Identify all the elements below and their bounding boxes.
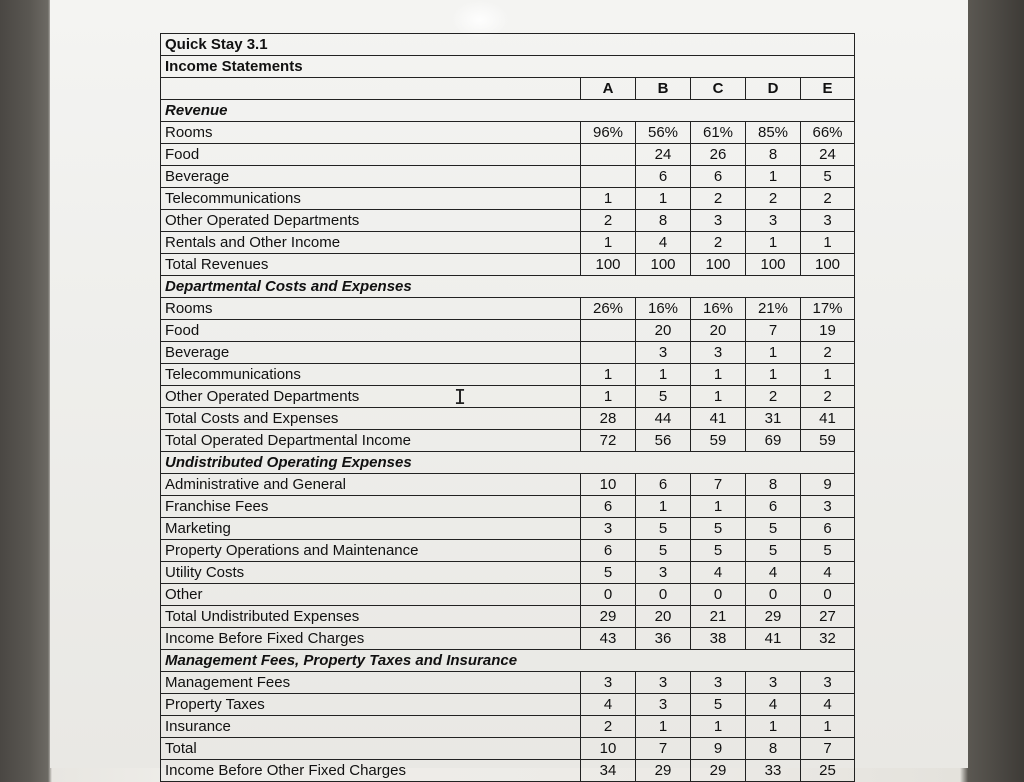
column-header-e: E <box>801 78 855 100</box>
cell-d: 8 <box>746 474 801 496</box>
row-label: Other <box>161 584 581 606</box>
cell-a: 43 <box>581 628 636 650</box>
column-header-a: A <box>581 78 636 100</box>
cell-d: 4 <box>746 694 801 716</box>
text-cursor-icon: I <box>454 385 467 409</box>
table-title: Quick Stay 3.1 <box>161 34 855 56</box>
cell-e: 3 <box>801 210 855 232</box>
cell-e: 17% <box>801 298 855 320</box>
section-heading-row <box>161 276 855 298</box>
cell-b: 6 <box>636 166 691 188</box>
cell-d: 1 <box>746 232 801 254</box>
cell-b: 16% <box>636 298 691 320</box>
cell-c: 100 <box>691 254 746 276</box>
cell-a <box>581 144 636 166</box>
cell-d: 41 <box>746 628 801 650</box>
cell-c: 7 <box>691 474 746 496</box>
row-label: Property Operations and Maintenance <box>161 540 581 562</box>
cell-c: 9 <box>691 738 746 760</box>
cell-c: 20 <box>691 320 746 342</box>
cell-a: 2 <box>581 210 636 232</box>
cell-a <box>581 166 636 188</box>
cell-a: 96% <box>581 122 636 144</box>
column-header-b: B <box>636 78 691 100</box>
table-subtitle: Income Statements <box>161 56 855 78</box>
cell-b: 0 <box>636 584 691 606</box>
cell-d: 21% <box>746 298 801 320</box>
row-label: Insurance <box>161 716 581 738</box>
row-label: Income Before Fixed Charges <box>161 628 581 650</box>
cell-a <box>581 342 636 364</box>
row-label: Food <box>161 320 581 342</box>
row-label: Total Undistributed Expenses <box>161 606 581 628</box>
cell-a: 4 <box>581 694 636 716</box>
table-row <box>161 210 855 232</box>
column-header-c: C <box>691 78 746 100</box>
section-heading-row <box>161 452 855 474</box>
cell-c: 41 <box>691 408 746 430</box>
cell-d: 85% <box>746 122 801 144</box>
cell-a: 3 <box>581 672 636 694</box>
table-row <box>161 716 855 738</box>
row-label: Telecommunications <box>161 364 581 386</box>
table-row <box>161 496 855 518</box>
row-label: Rooms <box>161 298 581 320</box>
cell-b: 100 <box>636 254 691 276</box>
cell-a: 3 <box>581 518 636 540</box>
table-row <box>161 364 855 386</box>
cell-c: 59 <box>691 430 746 452</box>
row-label: Total Costs and Expenses <box>161 408 581 430</box>
section-heading: Revenue <box>161 100 855 122</box>
cell-b: 8 <box>636 210 691 232</box>
cell-b: 24 <box>636 144 691 166</box>
cell-b: 3 <box>636 562 691 584</box>
cell-a: 29 <box>581 606 636 628</box>
cell-a: 6 <box>581 496 636 518</box>
cell-d: 7 <box>746 320 801 342</box>
cell-b: 7 <box>636 738 691 760</box>
cell-b: 5 <box>636 540 691 562</box>
table-row <box>161 738 855 760</box>
cell-e: 2 <box>801 188 855 210</box>
cell-a: 28 <box>581 408 636 430</box>
table-row <box>161 562 855 584</box>
cell-d: 33 <box>746 760 801 782</box>
cell-a: 2 <box>581 716 636 738</box>
cell-d: 4 <box>746 562 801 584</box>
cell-d: 2 <box>746 188 801 210</box>
cell-e: 0 <box>801 584 855 606</box>
cell-a: 6 <box>581 540 636 562</box>
cell-d: 31 <box>746 408 801 430</box>
cell-b: 3 <box>636 694 691 716</box>
cell-a: 10 <box>581 474 636 496</box>
cell-d: 8 <box>746 738 801 760</box>
table-row <box>161 518 855 540</box>
cell-d: 1 <box>746 166 801 188</box>
row-label: Other Operated Departments <box>161 210 581 232</box>
row-label: Franchise Fees <box>161 496 581 518</box>
row-label: Total Revenues <box>161 254 581 276</box>
cell-d: 8 <box>746 144 801 166</box>
cell-a: 5 <box>581 562 636 584</box>
row-label: Marketing <box>161 518 581 540</box>
cell-b: 1 <box>636 364 691 386</box>
row-label: Rentals and Other Income <box>161 232 581 254</box>
cell-c: 29 <box>691 760 746 782</box>
cell-b: 56% <box>636 122 691 144</box>
subtitle-row <box>161 56 855 78</box>
table-row <box>161 672 855 694</box>
column-header-d: D <box>746 78 801 100</box>
cell-d: 3 <box>746 210 801 232</box>
cell-e: 1 <box>801 716 855 738</box>
cell-c: 3 <box>691 210 746 232</box>
cell-d: 6 <box>746 496 801 518</box>
table-row <box>161 628 855 650</box>
cell-c: 16% <box>691 298 746 320</box>
column-header-blank <box>161 78 581 100</box>
cell-b: 6 <box>636 474 691 496</box>
cell-a: 1 <box>581 188 636 210</box>
cell-a: 1 <box>581 364 636 386</box>
table-row <box>161 606 855 628</box>
cell-c: 5 <box>691 540 746 562</box>
row-label: Other Operated Departments <box>161 386 581 408</box>
cell-d: 2 <box>746 386 801 408</box>
cell-e: 2 <box>801 342 855 364</box>
cell-b: 1 <box>636 716 691 738</box>
cell-a <box>581 320 636 342</box>
table-row <box>161 474 855 496</box>
row-label: Administrative and General <box>161 474 581 496</box>
cell-c: 1 <box>691 386 746 408</box>
cell-a: 10 <box>581 738 636 760</box>
cell-e: 32 <box>801 628 855 650</box>
cell-e: 4 <box>801 562 855 584</box>
cell-b: 29 <box>636 760 691 782</box>
table-row <box>161 408 855 430</box>
row-label: Property Taxes <box>161 694 581 716</box>
cell-c: 5 <box>691 694 746 716</box>
row-label: Total Operated Departmental Income <box>161 430 581 452</box>
cell-b: 36 <box>636 628 691 650</box>
table-row <box>161 694 855 716</box>
cell-c: 2 <box>691 188 746 210</box>
cell-c: 3 <box>691 672 746 694</box>
section-heading: Management Fees, Property Taxes and Insurance <box>161 650 855 672</box>
cell-b: 20 <box>636 320 691 342</box>
cell-b: 5 <box>636 386 691 408</box>
column-header-row <box>161 78 855 100</box>
cell-d: 3 <box>746 672 801 694</box>
cell-d: 29 <box>746 606 801 628</box>
row-label: Rooms <box>161 122 581 144</box>
cell-c: 21 <box>691 606 746 628</box>
row-label: Total <box>161 738 581 760</box>
cell-b: 56 <box>636 430 691 452</box>
table-row <box>161 144 855 166</box>
cell-e: 100 <box>801 254 855 276</box>
table-row <box>161 760 855 782</box>
cell-c: 38 <box>691 628 746 650</box>
cell-c: 0 <box>691 584 746 606</box>
cell-e: 59 <box>801 430 855 452</box>
cell-d: 5 <box>746 540 801 562</box>
table-row <box>161 342 855 364</box>
cell-b: 1 <box>636 188 691 210</box>
cell-e: 27 <box>801 606 855 628</box>
table-row <box>161 254 855 276</box>
row-label: Management Fees <box>161 672 581 694</box>
cell-a: 26% <box>581 298 636 320</box>
cell-a: 34 <box>581 760 636 782</box>
cell-a: 0 <box>581 584 636 606</box>
cell-d: 1 <box>746 342 801 364</box>
cell-c: 3 <box>691 342 746 364</box>
table-row <box>161 320 855 342</box>
section-heading: Undistributed Operating Expenses <box>161 452 855 474</box>
cell-d: 5 <box>746 518 801 540</box>
cell-c: 1 <box>691 496 746 518</box>
table-row <box>161 122 855 144</box>
cell-c: 2 <box>691 232 746 254</box>
cell-e: 41 <box>801 408 855 430</box>
cell-e: 66% <box>801 122 855 144</box>
cell-e: 6 <box>801 518 855 540</box>
cell-e: 24 <box>801 144 855 166</box>
table-row <box>161 540 855 562</box>
cell-e: 9 <box>801 474 855 496</box>
row-label: Beverage <box>161 342 581 364</box>
row-label: Telecommunications <box>161 188 581 210</box>
cell-e: 19 <box>801 320 855 342</box>
row-label: Utility Costs <box>161 562 581 584</box>
cell-e: 25 <box>801 760 855 782</box>
table-row <box>161 430 855 452</box>
cell-a: 100 <box>581 254 636 276</box>
table-row <box>161 166 855 188</box>
table-row <box>161 188 855 210</box>
cell-c: 61% <box>691 122 746 144</box>
cell-d: 0 <box>746 584 801 606</box>
cell-a: 72 <box>581 430 636 452</box>
table-row <box>161 584 855 606</box>
cell-e: 4 <box>801 694 855 716</box>
cell-e: 1 <box>801 232 855 254</box>
cell-b: 4 <box>636 232 691 254</box>
cell-b: 3 <box>636 672 691 694</box>
section-heading-row <box>161 100 855 122</box>
table-row <box>161 232 855 254</box>
income-statement-table <box>160 33 855 782</box>
cell-e: 3 <box>801 672 855 694</box>
cell-e: 3 <box>801 496 855 518</box>
cell-c: 4 <box>691 562 746 584</box>
cell-d: 1 <box>746 364 801 386</box>
cell-c: 6 <box>691 166 746 188</box>
cell-e: 1 <box>801 364 855 386</box>
cell-c: 1 <box>691 716 746 738</box>
cell-e: 5 <box>801 166 855 188</box>
section-heading: Departmental Costs and Expenses <box>161 276 855 298</box>
cell-e: 5 <box>801 540 855 562</box>
cell-a: 1 <box>581 386 636 408</box>
row-label: Beverage <box>161 166 581 188</box>
title-row <box>161 34 855 56</box>
cell-b: 20 <box>636 606 691 628</box>
cell-d: 69 <box>746 430 801 452</box>
cell-b: 3 <box>636 342 691 364</box>
cell-e: 7 <box>801 738 855 760</box>
section-heading-row <box>161 650 855 672</box>
cell-b: 44 <box>636 408 691 430</box>
cell-a: 1 <box>581 232 636 254</box>
cell-e: 2 <box>801 386 855 408</box>
cell-c: 26 <box>691 144 746 166</box>
table-row <box>161 298 855 320</box>
cell-d: 1 <box>746 716 801 738</box>
cell-c: 1 <box>691 364 746 386</box>
cell-b: 1 <box>636 496 691 518</box>
cell-c: 5 <box>691 518 746 540</box>
table-row <box>161 386 855 408</box>
cell-d: 100 <box>746 254 801 276</box>
row-label: Income Before Other Fixed Charges <box>161 760 581 782</box>
row-label: Food <box>161 144 581 166</box>
cell-b: 5 <box>636 518 691 540</box>
